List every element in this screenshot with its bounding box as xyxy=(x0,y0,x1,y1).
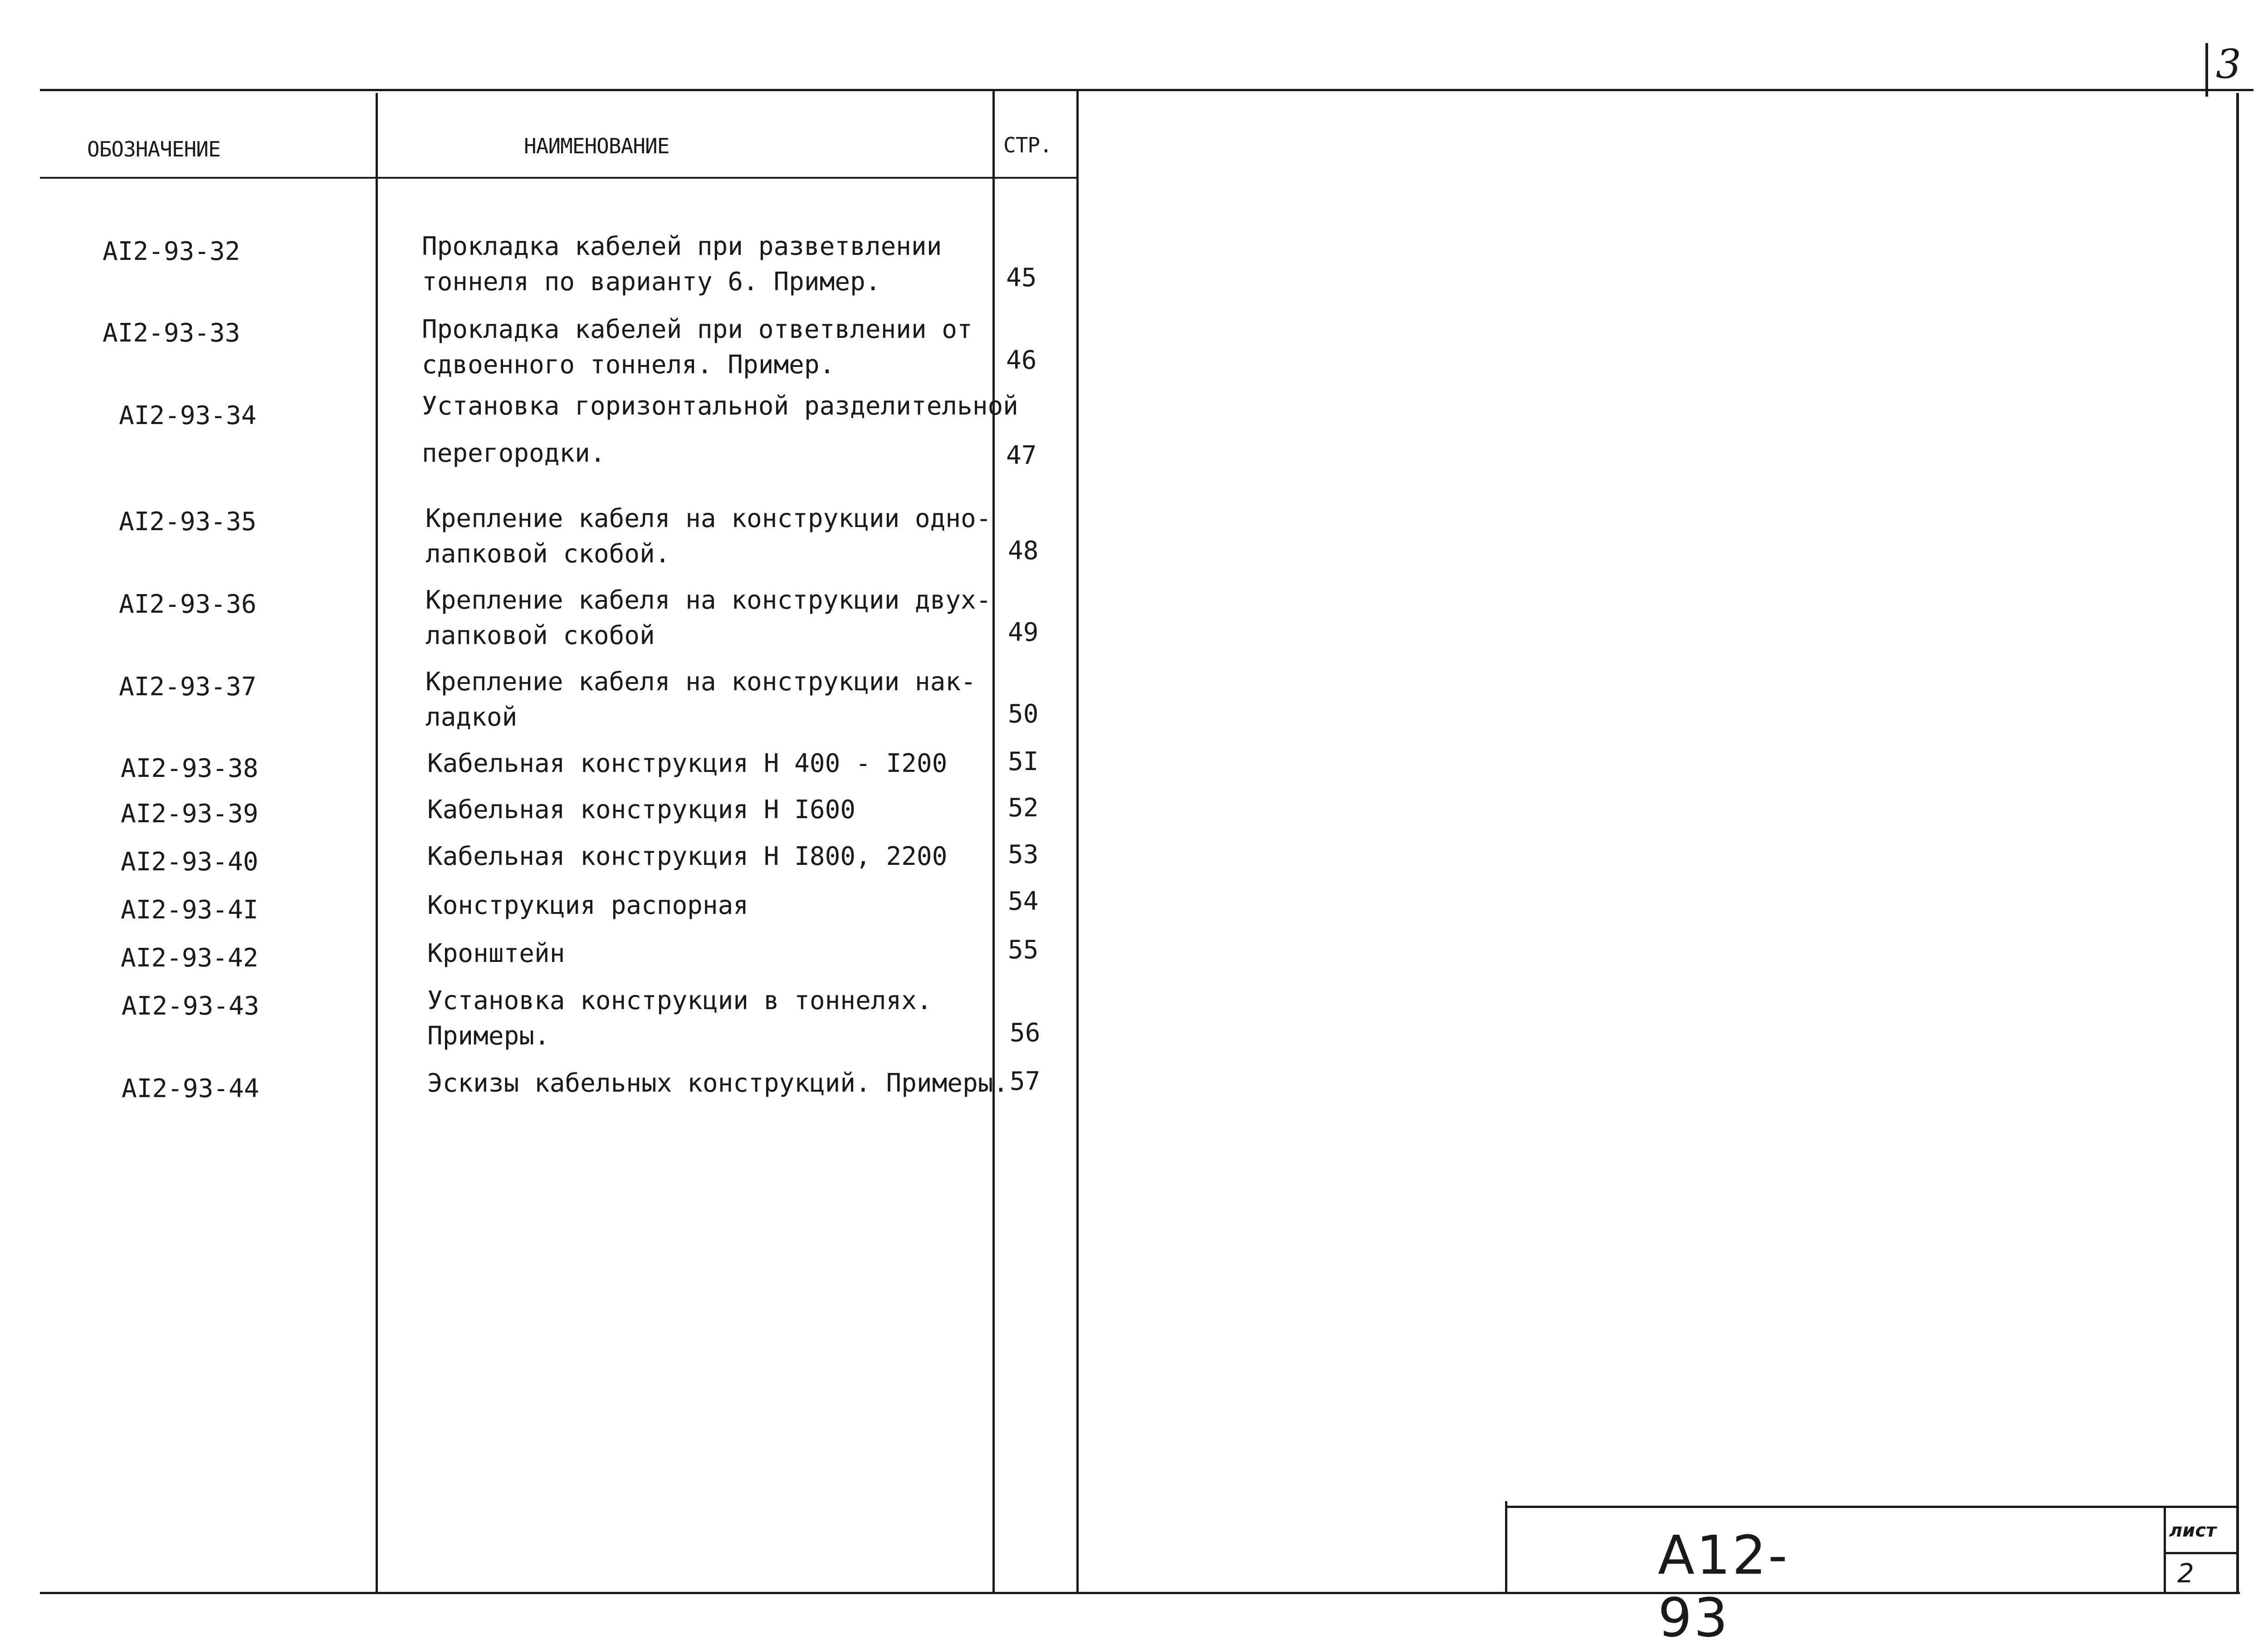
row-page: 49 xyxy=(1008,618,1039,647)
right-border xyxy=(2236,93,2239,1594)
row-name: Прокладка кабелей при разветвлении тоннеля по варианту 6. Пример. xyxy=(422,232,942,297)
row-page: 55 xyxy=(1008,935,1039,965)
row-name: Установка конструкции в тоннелях. Примеры. xyxy=(427,986,932,1051)
header-underline xyxy=(40,177,1079,179)
row-page: 52 xyxy=(1008,793,1039,823)
row-page: 53 xyxy=(1008,840,1039,869)
row-name: Кабельная конструкция Н I800, 2200 xyxy=(427,842,948,871)
top-border xyxy=(40,89,2253,91)
row-name: Прокладка кабелей при ответвлении от сдвоенного тоннеля. Пример. xyxy=(422,315,973,380)
document-code: А12-93 xyxy=(1658,1524,1789,1649)
header-page: СТР. xyxy=(1003,133,1052,157)
row-code: АI2-93-43 xyxy=(122,991,259,1021)
row-name: Кабельная конструкция Н 400 - I200 xyxy=(427,749,948,778)
row-name: Крепление кабеля на конструкции одно- лапковой скобой. xyxy=(425,504,992,569)
row-page: 50 xyxy=(1008,699,1039,729)
column-divider-2 xyxy=(992,89,995,1594)
row-code: АI2-93-37 xyxy=(119,672,257,702)
row-name: Кабельная конструкция Н I600 xyxy=(427,795,856,824)
row-code: АI2-93-34 xyxy=(119,401,257,430)
row-page: 47 xyxy=(1006,441,1037,470)
row-page: 54 xyxy=(1008,887,1039,916)
row-code: АI2-93-4I xyxy=(121,895,259,925)
row-name: Установка горизонтальной разделительной перегородки. xyxy=(422,391,1018,468)
row-code: АI2-93-38 xyxy=(121,754,259,783)
row-code: АI2-93-40 xyxy=(121,847,259,877)
row-name: Крепление кабеля на конструкции двух- лапковой скобой xyxy=(425,585,992,650)
row-code: АI2-93-35 xyxy=(119,507,257,537)
title-block-top xyxy=(1505,1506,2238,1508)
sheet-cell-divider xyxy=(2164,1552,2239,1554)
row-code: АI2-93-33 xyxy=(103,318,240,348)
row-page: 5I xyxy=(1008,747,1039,776)
row-page: 46 xyxy=(1006,346,1037,375)
title-block-left xyxy=(1505,1501,1507,1594)
column-divider-3 xyxy=(1076,89,1079,1594)
row-page: 57 xyxy=(1010,1067,1041,1096)
row-code: АI2-93-42 xyxy=(121,943,259,973)
row-name: Эскизы кабельных конструкций. Примеры. xyxy=(427,1068,1009,1098)
sheet-cell-left xyxy=(2164,1506,2166,1594)
bottom-border xyxy=(40,1592,2240,1594)
column-divider-1 xyxy=(376,93,378,1594)
row-code: АI2-93-44 xyxy=(122,1074,259,1103)
row-name: Кронштейн xyxy=(427,939,565,968)
header-name: НАИМЕНОВАНИЕ xyxy=(524,134,670,158)
sheet-label: лист xyxy=(2169,1520,2217,1541)
row-code: АI2-93-36 xyxy=(119,590,257,619)
row-name: Конструкция распорная xyxy=(427,891,749,920)
row-page: 48 xyxy=(1008,536,1039,566)
row-code: АI2-93-39 xyxy=(121,799,259,829)
row-code: АI2-93-32 xyxy=(103,237,240,266)
row-name: Крепление кабеля на конструкции нак- ладкой xyxy=(425,667,976,732)
page-number-rule xyxy=(2205,43,2208,97)
page-number: 3 xyxy=(2216,41,2241,88)
header-designation: ОБОЗНАЧЕНИЕ xyxy=(87,137,220,161)
sheet-number: 2 xyxy=(2177,1558,2194,1589)
row-page: 56 xyxy=(1010,1018,1041,1048)
row-page: 45 xyxy=(1006,263,1037,293)
